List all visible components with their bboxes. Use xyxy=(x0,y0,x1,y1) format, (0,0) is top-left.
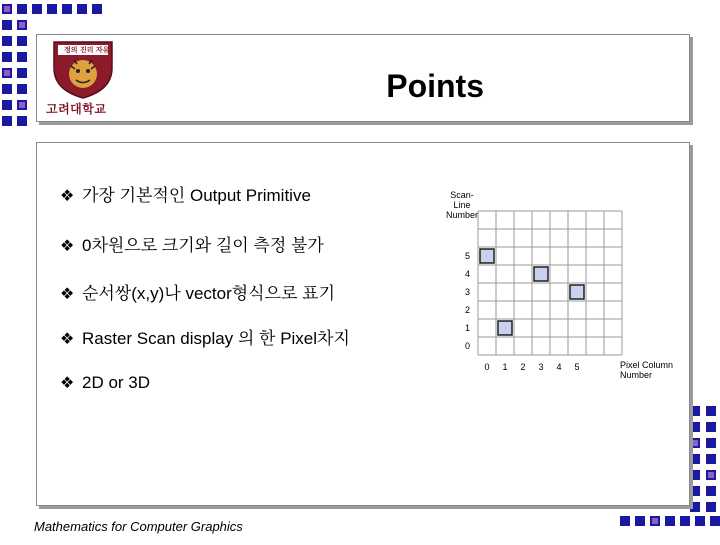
diamond-bullet-icon: ❖ xyxy=(60,238,75,255)
pixel-point xyxy=(570,285,584,299)
x-tick-label: 5 xyxy=(574,362,580,372)
bullet-item xyxy=(60,279,335,304)
university-name: 고려대학교 xyxy=(46,102,107,116)
x-tick-label: 4 xyxy=(556,362,562,372)
diamond-bullet-icon: ❖ xyxy=(60,188,75,205)
x-axis-label: Pixel Column xyxy=(620,360,674,370)
bullet-item xyxy=(60,231,324,256)
y-tick-label: 2 xyxy=(464,305,470,315)
slide-footer: Mathematics for Computer Graphics xyxy=(34,519,243,534)
bullet-item xyxy=(60,181,311,206)
diamond-bullet-icon: ❖ xyxy=(60,286,75,303)
pixel-point xyxy=(480,249,494,263)
pixel-point xyxy=(534,267,548,281)
bullet-text: 0차원으로 크기와 길이 측정 불가 xyxy=(82,236,324,255)
bullet-text: Raster Scan display 의 한 Pixel차지 xyxy=(82,329,350,348)
y-axis-label: Scan- xyxy=(450,190,474,200)
bullet-item xyxy=(60,324,350,349)
x-tick-label: 2 xyxy=(520,362,526,372)
x-tick-label: 3 xyxy=(538,362,544,372)
bullet-text: 가장 기본적인 Output Primitive xyxy=(82,186,311,205)
diamond-bullet-icon: ❖ xyxy=(60,331,75,348)
y-tick-label: 4 xyxy=(464,269,470,279)
y-axis-label: Line xyxy=(453,200,471,210)
bullet-text: 순서쌍(x,y)나 vector형식으로 표기 xyxy=(82,284,336,303)
bullet-item xyxy=(60,373,150,393)
logo-banner-text: 정의 진리 자유 xyxy=(64,46,110,54)
y-axis-label: Number xyxy=(445,210,479,220)
x-axis-label: Number xyxy=(620,370,653,380)
bullet-text: 2D or 3D xyxy=(82,373,151,392)
title-panel xyxy=(36,34,690,122)
raster-grid-figure xyxy=(420,185,695,390)
slide-title: Points xyxy=(386,68,484,104)
x-tick-label: 0 xyxy=(484,362,490,372)
y-tick-label: 5 xyxy=(464,251,470,261)
y-tick-label: 1 xyxy=(464,323,470,333)
x-tick-label: 1 xyxy=(502,362,508,372)
pixel-point xyxy=(498,321,512,335)
y-tick-label: 0 xyxy=(464,341,470,351)
y-tick-label: 3 xyxy=(464,287,470,297)
diamond-bullet-icon: ❖ xyxy=(60,375,75,392)
